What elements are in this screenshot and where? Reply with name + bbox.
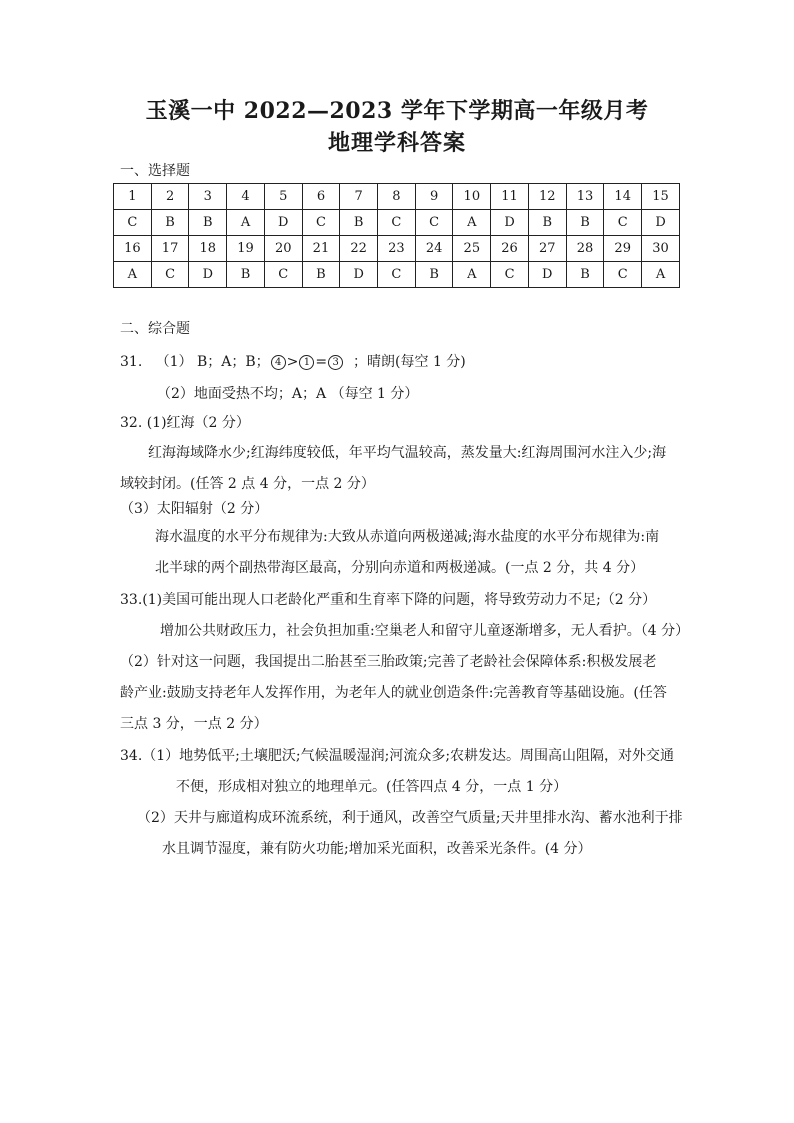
question-number-cell: 25: [453, 236, 491, 262]
question-number-cell: 17: [151, 236, 189, 262]
question-number-cell: 9: [415, 184, 453, 210]
q33-line-4: 龄产业:鼓励支持老年人发挥作用，为老年人的就业创造条件:完善教育等基础设施。(任答: [120, 685, 667, 701]
question-number-cell: 26: [491, 236, 529, 262]
question-number-cell: 20: [264, 236, 302, 262]
q32-line-3: 域较封闭。(任答 2 点 4 分，一点 2 分）: [120, 476, 375, 492]
answer-cell: B: [415, 262, 453, 288]
question-number-cell: 14: [604, 184, 642, 210]
answer-cell: D: [528, 262, 566, 288]
question-number-cell: 15: [642, 184, 680, 210]
answer-cell: B: [302, 262, 340, 288]
answer-cell: D: [491, 210, 529, 236]
q32-line-1: 32. (1)红海（2 分）: [120, 415, 250, 431]
greater-than: >: [286, 354, 299, 370]
question-number-cell: 18: [189, 236, 227, 262]
question-number-cell: 13: [566, 184, 604, 210]
answer-cell: A: [227, 210, 265, 236]
circled-3: 3: [328, 355, 343, 370]
question-number-cell: 24: [415, 236, 453, 262]
q33-line-2: 增加公共财政压力，社会负担加重:空巢老人和留守儿童逐渐增多，无人看护。（4 分）: [160, 623, 690, 639]
answer-cell: B: [340, 210, 378, 236]
table-row: [114, 184, 680, 210]
answer-cell: D: [642, 210, 680, 236]
question-number-cell: 28: [566, 236, 604, 262]
answer-cell: A: [453, 262, 491, 288]
answer-cell: D: [340, 262, 378, 288]
answer-cell: C: [604, 210, 642, 236]
table-row: [114, 236, 680, 262]
question-number-cell: 4: [227, 184, 265, 210]
q32-line-2: 红海海域降水少;红海纬度较低，年平均气温较高，蒸发量大:红海周围河水注入少;海: [148, 445, 667, 461]
answer-table: [113, 183, 680, 288]
answer-cell: B: [528, 210, 566, 236]
q31-answer-1: 31. （1） B；A；B；: [120, 354, 270, 370]
page-title: 玉溪一中 2022—2023 学年下学期高一年级月考: [145, 98, 649, 124]
question-number-cell: 3: [189, 184, 227, 210]
question-number-cell: 19: [227, 236, 265, 262]
equals-sign: =: [315, 354, 328, 370]
question-number-cell: 8: [378, 184, 416, 210]
q31-answer-2: （2）地面受热不均；A；A （每空 1 分）: [157, 386, 419, 402]
answer-cell: C: [604, 262, 642, 288]
q33-line-5: 三点 3 分，一点 2 分）: [120, 716, 268, 732]
answer-cell: C: [151, 262, 189, 288]
section-composite-label: 二、综合题: [120, 321, 190, 337]
question-number-cell: 29: [604, 236, 642, 262]
section-choice-label: 一、选择题: [120, 163, 190, 179]
page-subtitle: 地理学科答案: [327, 130, 466, 156]
q32-line-4: （3）太阳辐射（2 分）: [120, 501, 269, 517]
answer-cell: B: [566, 210, 604, 236]
q34-line-2: 不便，形成相对独立的地理单元。(任答四点 4 分，一点 1 分）: [176, 779, 568, 795]
q34-line-4: 水且调节湿度，兼有防火功能;增加采光面积，改善采光条件。(4 分）: [162, 841, 592, 857]
q34-line-1: 34.（1）地势低平;土壤肥沃;气候温暖湿润;河流众多;农耕发达。周围高山阻隔，对外交通: [120, 748, 675, 764]
q32-line-5: 海水温度的水平分布规律为:大致从赤道向两极递减;海水盐度的水平分布规律为:南: [155, 529, 660, 545]
circled-4: 4: [271, 355, 286, 370]
answer-cell: D: [264, 210, 302, 236]
question-number-cell: 11: [491, 184, 529, 210]
answer-cell: C: [491, 262, 529, 288]
question-number-cell: 21: [302, 236, 340, 262]
question-number-cell: 7: [340, 184, 378, 210]
answer-cell: C: [378, 262, 416, 288]
answer-cell: C: [302, 210, 340, 236]
question-number-cell: 10: [453, 184, 491, 210]
question-number-cell: 16: [114, 236, 152, 262]
answer-cell: B: [151, 210, 189, 236]
answer-cell: C: [114, 210, 152, 236]
question-number-cell: 27: [528, 236, 566, 262]
answer-cell: D: [189, 262, 227, 288]
answer-cell: B: [227, 262, 265, 288]
q31-answer-1-suffix: ；晴朗(每空 1 分): [344, 354, 466, 370]
circled-1: 1: [299, 355, 314, 370]
answer-cell: A: [642, 262, 680, 288]
answer-cell: B: [189, 210, 227, 236]
question-number-cell: 23: [378, 236, 416, 262]
answer-cell: B: [566, 262, 604, 288]
answer-cell: C: [264, 262, 302, 288]
question-number-cell: 5: [264, 184, 302, 210]
question-number-cell: 30: [642, 236, 680, 262]
answer-cell: C: [415, 210, 453, 236]
q34-line-3: （2）天井与廊道构成环流系统，利于通风，改善空气质量;天井里排水沟、蓄水池利于排: [137, 810, 683, 826]
q31-line-1: [120, 352, 466, 372]
question-number-cell: 1: [114, 184, 152, 210]
question-number-cell: 22: [340, 236, 378, 262]
q33-line-1: 33.(1)美国可能出现人口老龄化严重和生育率下降的问题，将导致劳动力不足;（2 分）: [120, 592, 657, 608]
answer-cell: A: [114, 262, 152, 288]
q33-line-3: （2）针对这一问题，我国提出二胎甚至三胎政策;完善了老龄社会保障体系:积极发展老: [120, 654, 657, 670]
question-number-cell: 2: [151, 184, 189, 210]
table-row: [114, 210, 680, 236]
question-number-cell: 6: [302, 184, 340, 210]
answer-cell: A: [453, 210, 491, 236]
question-number-cell: 12: [528, 184, 566, 210]
table-row: [114, 262, 680, 288]
q32-line-6: 北半球的两个副热带海区最高，分别向赤道和两极递减。(一点 2 分，共 4 分）: [155, 560, 645, 576]
answer-cell: C: [378, 210, 416, 236]
